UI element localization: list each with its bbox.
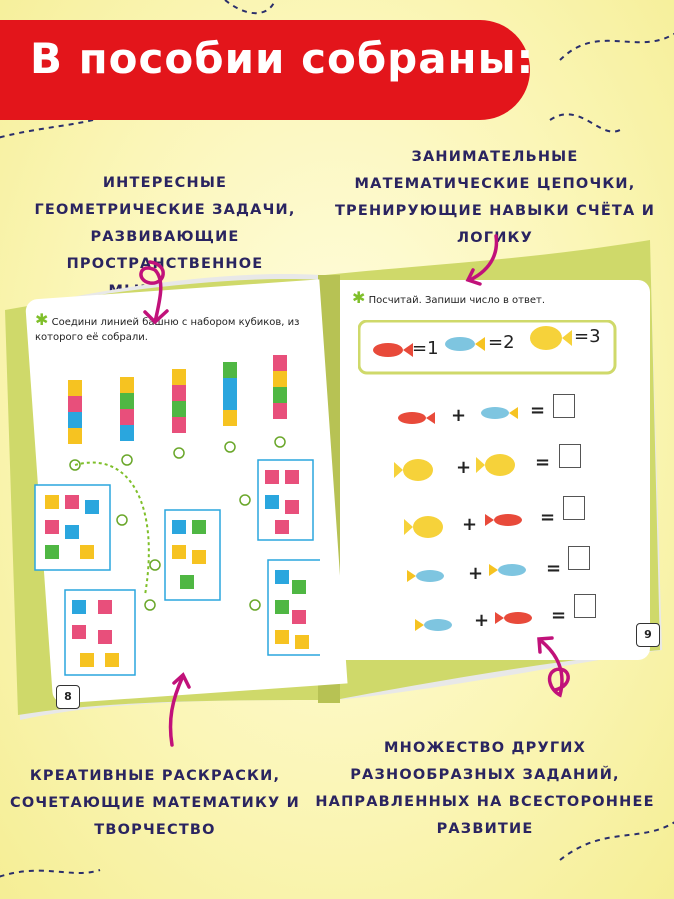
asterisk-icon: ✱	[35, 310, 49, 329]
equals-sign: =	[540, 507, 556, 528]
callout-other-tasks: МНОЖЕСТВО ДРУГИХ РАЗНООБРАЗНЫХ ЗАДАНИЙ, НАПРАВЛЕННЫХ НА ВСЕСТОРОННЕЕ РАЗВИТИЕ	[315, 740, 655, 837]
equals-sign: =	[546, 558, 562, 579]
header-title: В пособии собраны:	[30, 34, 535, 83]
callout-geometry: ИНТЕРЕСНЫЕ ГЕОМЕТРИЧЕСКИЕ ЗАДАЧИ, РАЗВИВАЮЩИЕ ПРОСТРАНСТВЕННОЕ	[34, 175, 296, 272]
left-task-label: Соедини линией башню с набором кубиков, из которого её собрали.	[35, 317, 300, 343]
legend-value-1: =1	[412, 338, 439, 359]
right-task-label: Посчитай. Запиши число в ответ.	[368, 295, 546, 306]
plus-sign: +	[456, 457, 472, 478]
plus-sign: +	[474, 610, 490, 631]
plus-sign: +	[451, 405, 467, 426]
right-page-number: 9	[636, 623, 660, 647]
arrow-top-right-icon	[470, 236, 496, 280]
legend-value-2: =2	[488, 332, 515, 353]
left-page-number: 8	[56, 685, 80, 709]
arrow-bottom-right-icon	[540, 640, 568, 695]
equals-sign: =	[551, 605, 567, 626]
asterisk-icon: ✱	[352, 288, 366, 307]
legend-value-3: =3	[574, 326, 601, 347]
plus-sign: +	[468, 563, 484, 584]
equals-sign: =	[535, 452, 551, 473]
callout-coloring: КРЕАТИВНЫЕ РАСКРАСКИ, СОЧЕТАЮЩИЕ МАТЕМАТИКУ И ТВОРЧЕСТВО	[10, 768, 300, 838]
equals-sign: =	[530, 400, 546, 421]
arrow-bottom-left-icon	[170, 676, 183, 745]
callout-chains: ЗАНИМАТЕЛЬНЫЕ МАТЕМАТИЧЕСКИЕ ЦЕПОЧКИ, ТРЕНИРУЮЩИЕ НАВЫКИ СЧЁТА И ЛОГИКУ	[334, 149, 656, 246]
plus-sign: +	[462, 514, 478, 535]
